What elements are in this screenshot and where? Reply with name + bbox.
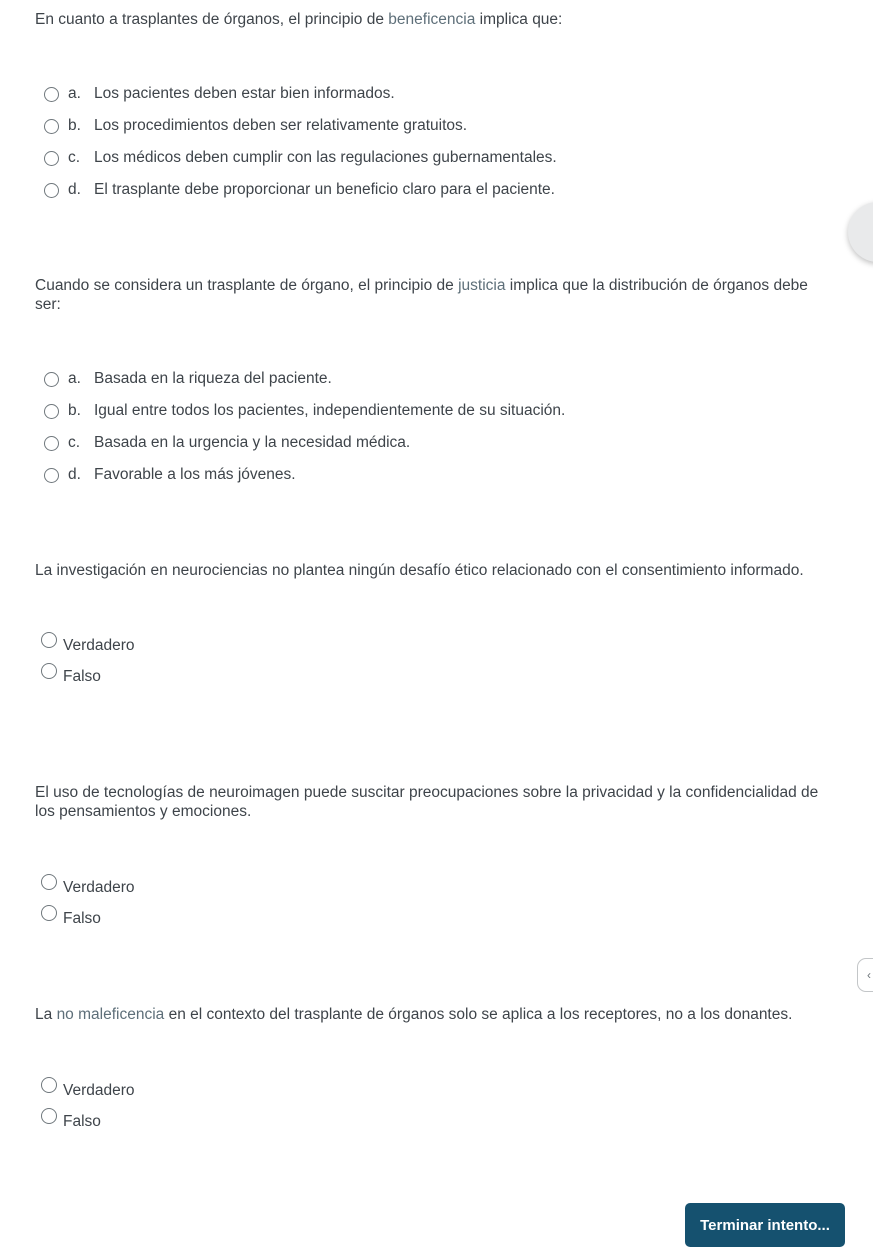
question-text-suffix: implica que la distribución de órganos debe ser: — [35, 277, 808, 313]
question-text-prefix: La investigación en neurociencias no plantea ningún desafío ético relacionado con el consentimiento informado. — [35, 562, 804, 579]
option-row — [35, 180, 825, 212]
radio-input[interactable] — [44, 119, 59, 134]
answer-options — [35, 84, 825, 212]
question-text-prefix: El uso de tecnologías de neuroimagen puede suscitar preocupaciones sobre la privacidad y la confidencialidad de los pensamientos y emociones. — [35, 784, 819, 820]
question-text-suffix: implica que: — [475, 11, 563, 28]
question-text — [35, 783, 825, 821]
option-label[interactable]: Verdadero — [63, 879, 135, 896]
radio-input[interactable] — [44, 87, 59, 102]
question-text-prefix: La — [35, 1006, 57, 1023]
question-text-prefix: Cuando se considera un trasplante de órgano, el principio de — [35, 277, 459, 294]
radio-input[interactable] — [44, 436, 59, 451]
answer-options — [35, 369, 825, 497]
option-row — [35, 1108, 825, 1139]
radio-input[interactable] — [41, 1077, 57, 1093]
option-label[interactable]: Los pacientes deben estar bien informados. — [94, 85, 395, 102]
collapsed-side-button[interactable] — [857, 958, 873, 992]
radio-input[interactable] — [44, 183, 59, 198]
option-label[interactable]: El trasplante debe proporcionar un beneficio claro para el paciente. — [94, 181, 555, 198]
option-row — [35, 465, 825, 497]
question-text — [35, 276, 825, 314]
radio-input[interactable] — [41, 663, 57, 679]
question-text-prefix: En cuanto a trasplantes de órganos, el principio de — [35, 11, 389, 28]
option-label[interactable]: Falso — [63, 1113, 101, 1130]
option-letter: b. — [68, 402, 81, 419]
question-keyword: no maleficencia — [56, 1006, 165, 1023]
option-letter: a. — [68, 370, 81, 387]
question-text-suffix: en el contexto del trasplante de órganos solo se aplica a los receptores, no a los donantes. — [164, 1006, 793, 1023]
option-row — [35, 874, 825, 905]
option-label[interactable]: Los médicos deben cumplir con las regulaciones gubernamentales. — [94, 149, 557, 166]
radio-input[interactable] — [41, 1108, 57, 1124]
answer-options — [35, 1077, 825, 1139]
question-text — [35, 561, 825, 580]
option-letter: d. — [68, 181, 81, 198]
option-row — [35, 369, 825, 401]
quiz-nav-toggle-button[interactable] — [848, 202, 873, 262]
radio-input[interactable] — [41, 632, 57, 648]
option-letter: a. — [68, 85, 81, 102]
question-text — [35, 10, 825, 29]
option-row — [35, 632, 825, 663]
radio-input[interactable] — [41, 905, 57, 921]
option-label[interactable]: Basada en la urgencia y la necesidad médica. — [94, 434, 411, 451]
option-label[interactable]: Favorable a los más jóvenes. — [94, 466, 296, 483]
radio-input[interactable] — [44, 468, 59, 483]
option-label[interactable]: Falso — [63, 910, 101, 927]
option-letter: c. — [68, 434, 81, 451]
option-row — [35, 433, 825, 465]
question-text — [35, 1005, 825, 1024]
radio-input[interactable] — [44, 404, 59, 419]
option-row — [35, 663, 825, 694]
option-label[interactable]: Verdadero — [63, 1082, 135, 1099]
chevron-left-icon: ‹ — [867, 968, 871, 982]
option-row — [35, 116, 825, 148]
option-letter: b. — [68, 117, 81, 134]
option-label[interactable]: Igual entre todos los pacientes, independientemente de su situación. — [94, 402, 566, 419]
option-label[interactable]: Falso — [63, 668, 101, 685]
question-keyword: beneficencia — [388, 11, 476, 28]
finish-attempt-label: Terminar intento... — [700, 1216, 830, 1234]
option-label[interactable]: Basada en la riqueza del paciente. — [94, 370, 332, 387]
answer-options — [35, 632, 825, 694]
option-letter: c. — [68, 149, 81, 166]
finish-attempt-button[interactable] — [685, 1203, 845, 1247]
option-label[interactable]: Verdadero — [63, 637, 135, 654]
option-row — [35, 401, 825, 433]
radio-input[interactable] — [44, 372, 59, 387]
option-row — [35, 905, 825, 936]
radio-input[interactable] — [41, 874, 57, 890]
option-row — [35, 1077, 825, 1108]
answer-options — [35, 874, 825, 936]
option-letter: d. — [68, 466, 81, 483]
question-keyword: justicia — [458, 277, 506, 294]
option-row — [35, 84, 825, 116]
option-row — [35, 148, 825, 180]
option-label[interactable]: Los procedimientos deben ser relativamente gratuitos. — [94, 117, 468, 134]
radio-input[interactable] — [44, 151, 59, 166]
